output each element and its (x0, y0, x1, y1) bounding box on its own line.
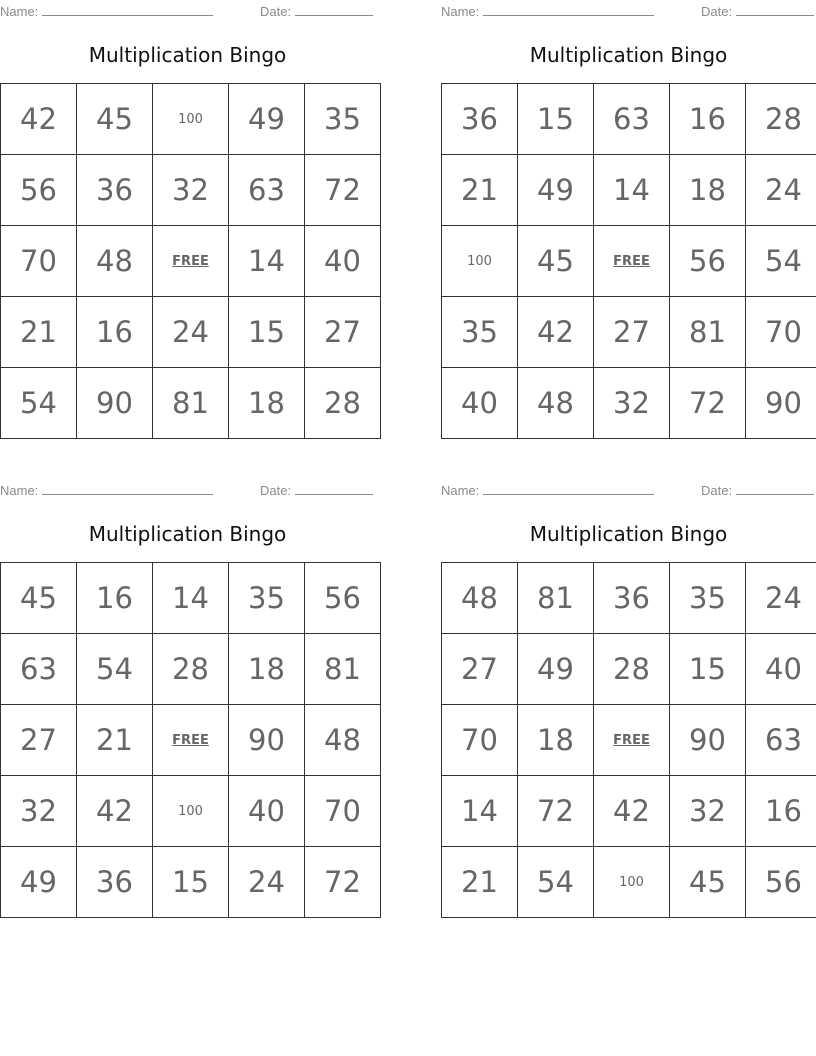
bingo-cell: 49 (518, 634, 594, 705)
grid-row (1, 226, 381, 297)
bingo-cell: 16 (77, 563, 153, 634)
bingo-cell: 49 (1, 847, 77, 918)
grid-row (442, 297, 816, 368)
name-blank[interactable] (42, 3, 213, 16)
bingo-cell: 63 (746, 705, 816, 776)
name-blank[interactable] (42, 482, 213, 495)
free-cell: FREE (153, 705, 229, 776)
name-blank[interactable] (483, 482, 654, 495)
bingo-cell: 42 (77, 776, 153, 847)
bingo-cell: 90 (746, 368, 816, 439)
grid-row (442, 634, 816, 705)
bingo-cell: 40 (229, 776, 305, 847)
free-cell: FREE (153, 226, 229, 297)
bingo-cell: 18 (229, 368, 305, 439)
bingo-cell: 63 (229, 155, 305, 226)
grid-row (442, 776, 816, 847)
bingo-cell: 48 (77, 226, 153, 297)
bingo-cell: 40 (746, 634, 816, 705)
card-title: Multiplication Bingo (88, 522, 287, 546)
bingo-cell: 28 (594, 634, 670, 705)
bingo-cell: 35 (442, 297, 518, 368)
bingo-cell: 70 (746, 297, 816, 368)
bingo-cell: 45 (1, 563, 77, 634)
bingo-cell: 16 (670, 84, 746, 155)
bingo-cell: 24 (229, 847, 305, 918)
card-title: Multiplication Bingo (529, 43, 728, 67)
bingo-cell: 56 (1, 155, 77, 226)
bingo-grid (0, 562, 381, 918)
grid-row (442, 155, 816, 226)
bingo-cell: 54 (77, 634, 153, 705)
card-title: Multiplication Bingo (88, 43, 287, 67)
name-field[interactable] (0, 482, 213, 499)
bingo-cell: 72 (518, 776, 594, 847)
grid-row (442, 226, 816, 297)
bingo-cell: 100 (153, 776, 229, 847)
bingo-cell: 24 (746, 563, 816, 634)
bingo-cell: 27 (305, 297, 381, 368)
bingo-cell: 32 (153, 155, 229, 226)
bingo-cell: 81 (305, 634, 381, 705)
name-field[interactable] (441, 482, 654, 499)
bingo-cell: 15 (670, 634, 746, 705)
bingo-grid (441, 83, 816, 439)
bingo-cell: 72 (305, 155, 381, 226)
name-blank[interactable] (483, 3, 654, 16)
bingo-cell: 14 (229, 226, 305, 297)
grid-row (1, 776, 381, 847)
bingo-cell: 16 (746, 776, 816, 847)
bingo-cell: 36 (442, 84, 518, 155)
bingo-cell: 24 (746, 155, 816, 226)
bingo-cell: 35 (229, 563, 305, 634)
bingo-cell: 21 (77, 705, 153, 776)
bingo-cell: 54 (518, 847, 594, 918)
date-blank[interactable] (295, 482, 373, 495)
bingo-cell: 28 (746, 84, 816, 155)
grid-row (442, 368, 816, 439)
bingo-cell: 45 (518, 226, 594, 297)
name-field[interactable] (0, 3, 213, 20)
bingo-cell: 27 (1, 705, 77, 776)
bingo-cell: 45 (77, 84, 153, 155)
free-cell: FREE (594, 705, 670, 776)
bingo-cell: 18 (670, 155, 746, 226)
date-blank[interactable] (295, 3, 373, 16)
bingo-cell: 24 (153, 297, 229, 368)
bingo-cell: 72 (670, 368, 746, 439)
grid-row (1, 297, 381, 368)
bingo-cell: 81 (518, 563, 594, 634)
bingo-cell: 90 (229, 705, 305, 776)
bingo-cell: 90 (77, 368, 153, 439)
date-label: Date: (701, 483, 733, 498)
date-blank[interactable] (736, 482, 814, 495)
name-label: Name: (441, 4, 480, 19)
date-label: Date: (260, 483, 292, 498)
bingo-cell: 90 (670, 705, 746, 776)
date-field[interactable] (701, 3, 814, 20)
bingo-cell: 49 (518, 155, 594, 226)
bingo-cell: 42 (1, 84, 77, 155)
bingo-cell: 40 (442, 368, 518, 439)
bingo-cell: 81 (670, 297, 746, 368)
bingo-grid (441, 562, 816, 918)
bingo-cell: 54 (1, 368, 77, 439)
bingo-cell: 15 (518, 84, 594, 155)
grid-row (1, 563, 381, 634)
bingo-cell: 35 (305, 84, 381, 155)
bingo-cell: 15 (153, 847, 229, 918)
bingo-cell: 36 (77, 847, 153, 918)
bingo-cell: 81 (153, 368, 229, 439)
bingo-cell: 72 (305, 847, 381, 918)
grid-row (1, 634, 381, 705)
bingo-cell: 27 (442, 634, 518, 705)
date-field[interactable] (260, 482, 373, 499)
date-field[interactable] (701, 482, 814, 499)
bingo-cell: 63 (1, 634, 77, 705)
bingo-cell: 56 (670, 226, 746, 297)
grid-row (442, 563, 816, 634)
bingo-cell: 42 (518, 297, 594, 368)
date-label: Date: (260, 4, 292, 19)
bingo-cell: 21 (442, 155, 518, 226)
bingo-cell: 32 (594, 368, 670, 439)
bingo-cell: 32 (670, 776, 746, 847)
card-title: Multiplication Bingo (529, 522, 728, 546)
bingo-cell: 14 (442, 776, 518, 847)
bingo-cell: 49 (229, 84, 305, 155)
bingo-cell: 100 (153, 84, 229, 155)
grid-row (1, 84, 381, 155)
name-field[interactable] (441, 3, 654, 20)
bingo-cell: 36 (77, 155, 153, 226)
bingo-cell: 28 (153, 634, 229, 705)
bingo-cell: 21 (1, 297, 77, 368)
bingo-cell: 45 (670, 847, 746, 918)
bingo-cell: 35 (670, 563, 746, 634)
grid-row (1, 847, 381, 918)
bingo-cell: 14 (153, 563, 229, 634)
bingo-cell: 70 (442, 705, 518, 776)
grid-row (442, 84, 816, 155)
bingo-cell: 70 (305, 776, 381, 847)
bingo-cell: 100 (442, 226, 518, 297)
grid-row (1, 155, 381, 226)
bingo-cell: 36 (594, 563, 670, 634)
bingo-cell: 14 (594, 155, 670, 226)
bingo-cell: 70 (1, 226, 77, 297)
bingo-cell: 28 (305, 368, 381, 439)
bingo-cell: 40 (305, 226, 381, 297)
grid-row (442, 847, 816, 918)
bingo-cell: 56 (305, 563, 381, 634)
bingo-cell: 21 (442, 847, 518, 918)
bingo-cell: 54 (746, 226, 816, 297)
name-label: Name: (0, 4, 39, 19)
name-label: Name: (441, 483, 480, 498)
bingo-grid (0, 83, 381, 439)
bingo-cell: 18 (518, 705, 594, 776)
bingo-cell: 56 (746, 847, 816, 918)
bingo-cell: 48 (305, 705, 381, 776)
bingo-cell: 48 (518, 368, 594, 439)
bingo-cell: 27 (594, 297, 670, 368)
date-label: Date: (701, 4, 733, 19)
bingo-cell: 16 (77, 297, 153, 368)
date-blank[interactable] (736, 3, 814, 16)
free-cell: FREE (594, 226, 670, 297)
grid-row (1, 368, 381, 439)
date-field[interactable] (260, 3, 373, 20)
bingo-cell: 48 (442, 563, 518, 634)
bingo-cell: 100 (594, 847, 670, 918)
name-label: Name: (0, 483, 39, 498)
bingo-cell: 15 (229, 297, 305, 368)
bingo-cell: 32 (1, 776, 77, 847)
bingo-cell: 42 (594, 776, 670, 847)
grid-row (1, 705, 381, 776)
bingo-cell: 18 (229, 634, 305, 705)
bingo-cell: 63 (594, 84, 670, 155)
grid-row (442, 705, 816, 776)
